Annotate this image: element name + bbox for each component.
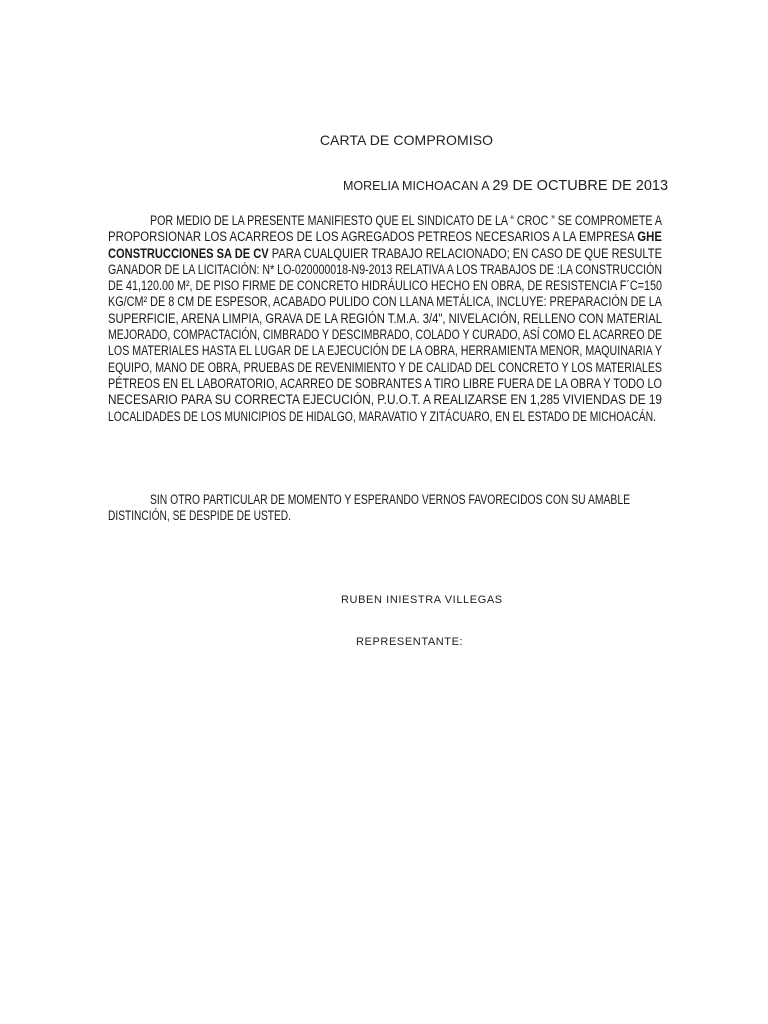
paragraph-line: NECESARIO PARA SU CORRECTA EJECUCIÓN, P.U.O.T. A REALIZARSE EN 1,285 VIVIENDAS DE 19 [108, 392, 662, 408]
date-prefix: MORELIA MICHOACAN A [343, 179, 493, 193]
paragraph-line: GANADOR DE LA LICITACIÓN: N* LO-020000018-N9-2013 RELATIVA A LOS TRABAJOS DE :LA CONSTRUCCIÓN [108, 261, 662, 277]
document-title: CARTA DE COMPROMISO [319, 132, 494, 148]
paragraph-line: PÉTREOS EN EL LABORATORIO, ACARREO DE SOBRANTES A TIRO LIBRE FUERA DE LA OBRA Y TODO LO [108, 375, 662, 391]
paragraph-line: DISTINCIÓN, SE DESPIDE DE USTED. [108, 508, 291, 524]
paragraph-line: POR MEDIO DE LA PRESENTE MANIFIESTO QUE EL SINDICATO DE LA “ CROC ” SE COMPROMETE A [150, 213, 662, 228]
line-text: PARA CUALQUIER TRABAJO RELACIONADO; EN CASO DE QUE RESULTE [268, 245, 662, 261]
company-name-bold: CONSTRUCCIONES SA DE CV [108, 245, 269, 261]
signatory-name: RUBEN INIESTRA VILLEGAS [341, 594, 503, 606]
date-value: 29 DE OCTUBRE DE 2013 [492, 178, 669, 194]
paragraph-line: EQUIPO, MANO DE OBRA, PRUEBAS DE REVENIMIENTO Y DE CALIDAD DEL CONCRETO Y LOS MATERIALES [108, 359, 662, 375]
paragraph-line: SIN OTRO PARTICULAR DE MOMENTO Y ESPERANDO VERNOS FAVORECIDOS CON SU AMABLE [150, 492, 630, 507]
company-name-bold: GHE [637, 229, 662, 245]
paragraph-line [108, 246, 662, 262]
paragraph-line: SUPERFICIE, ARENA LIMPIA, GRAVA DE LA REGIÓN T.M.A. 3/4", NIVELACIÓN, RELLENO CON MATERIAL [108, 310, 662, 326]
paragraph-line: LOS MATERIALES HASTA EL LUGAR DE LA EJECUCIÓN DE LA OBRA, HERRAMIENTA MENOR, MAQUINARIA Y [108, 343, 662, 359]
commitment-paragraph [108, 213, 662, 425]
paragraph-line: MEJORADO, COMPACTACIÓN, CIMBRADO Y DESCIMBRADO, COLADO Y CURADO, ASÍ COMO EL ACARREO DE [108, 327, 662, 343]
closing-paragraph [108, 492, 662, 525]
signatory-role: REPRESENTANTE: [356, 636, 464, 648]
date-line [343, 178, 668, 194]
paragraph-line: DE 41,120.00 M², DE PISO FIRME DE CONCRETO HIDRÁULICO HECHO EN OBRA, DE RESISTENCIA F´C=150 [108, 278, 662, 294]
paragraph-line: KG/CM² DE 8 CM DE ESPESOR, ACABADO PULIDO CON LLANA METÁLICA, INCLUYE: PREPARACIÓN DE LA [108, 294, 662, 310]
line-text: PROPORSIONAR LOS ACARREOS DE LOS AGREGADOS PETREOS NECESARIOS A LA EMPRESA [108, 229, 638, 245]
paragraph-line [108, 229, 662, 245]
paragraph-line: LOCALIDADES DE LOS MUNICIPIOS DE HIDALGO, MARAVATIO Y ZITÁCUARO, EN EL ESTADO DE MICHOACÁN. [108, 408, 656, 424]
